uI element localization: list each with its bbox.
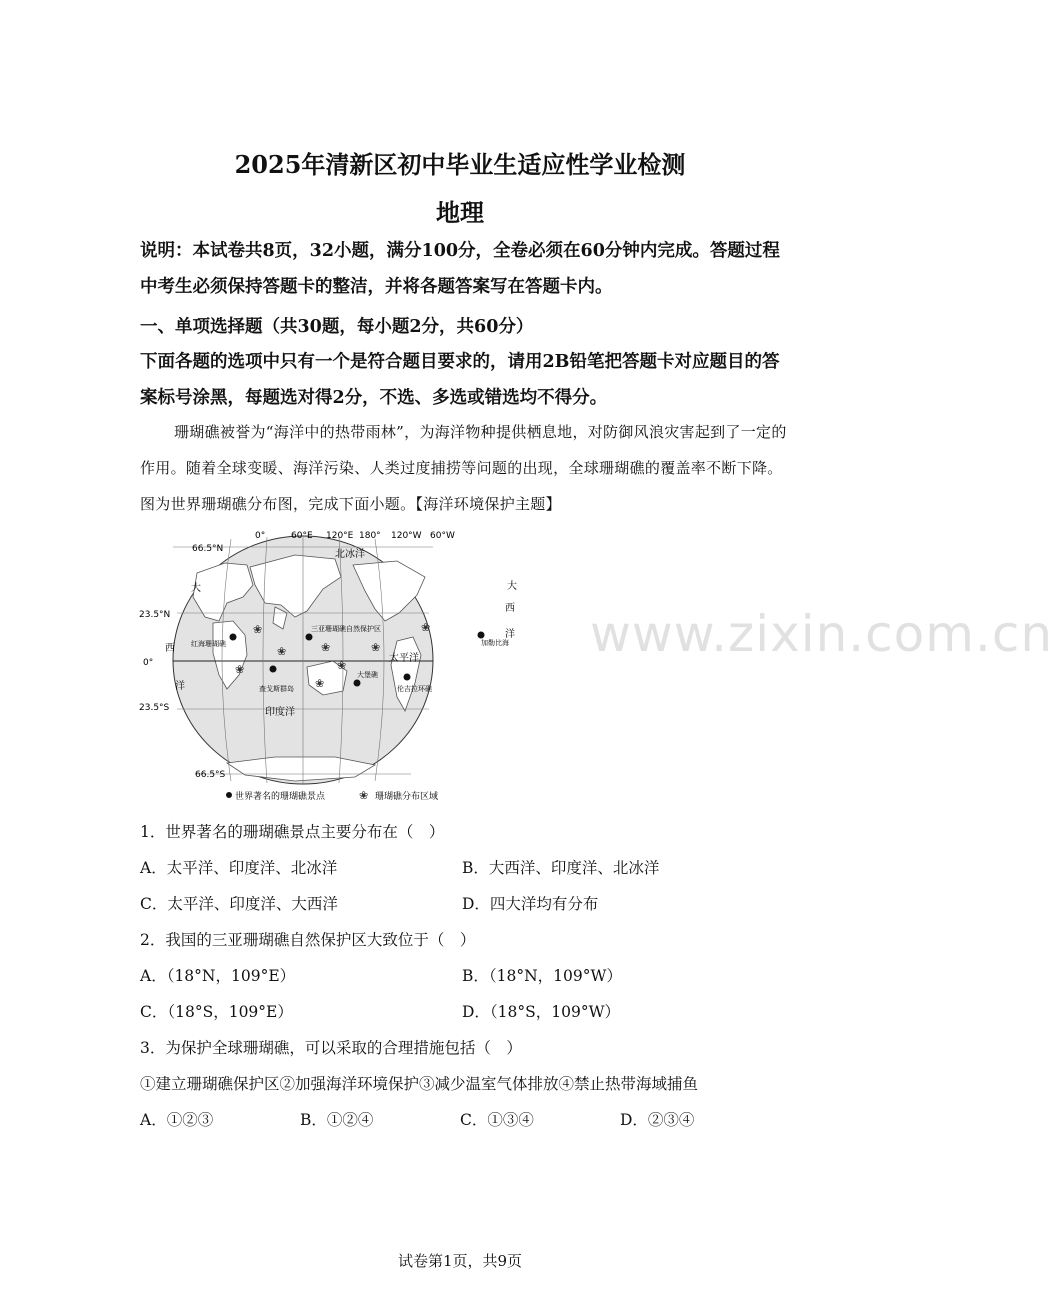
- ocean-label: 太平洋: [389, 653, 419, 664]
- reef-spot: [230, 634, 237, 641]
- reef-area-icon: ❀: [235, 663, 245, 676]
- question-3-items: ①建立珊瑚礁保护区②加强海洋环境保护③减少温室气体排放④禁止热带海域捕鱼: [140, 1075, 699, 1093]
- reef-spot: [478, 632, 485, 639]
- q2-option-a[interactable]: A．（18°N，109°E）: [140, 967, 296, 985]
- lat-label: 0°: [143, 658, 154, 668]
- reef-area-icon: ❀: [421, 621, 431, 634]
- q2-option-d[interactable]: D．（18°S，109°W）: [462, 1003, 621, 1021]
- legend-spot-label: 世界著名的珊瑚礁景点: [235, 792, 326, 802]
- reef-area-icon: ❀: [371, 641, 381, 654]
- reef-area-icon: ❀: [315, 677, 325, 690]
- ocean-label: 洋: [175, 681, 185, 692]
- reef-spot: [354, 680, 361, 687]
- passage-text: 珊瑚礁被誉为“海洋中的热带雨林”，为海洋物种提供栖息地，对防御风浪灾害起到了一定的作用。随着全球变暖、海洋污染、人类过度捕捞等问题的出现，全球珊瑚礁的覆盖率不断下降。图为世界珊瑚礁分布图，完成下面小题。【海洋环境保护主题】: [140, 423, 787, 513]
- lon-label: 180°: [359, 531, 381, 541]
- reef-label: 加勒比海: [481, 639, 509, 647]
- ocean-label: 大: [507, 581, 517, 592]
- lon-label: 120°W: [391, 531, 422, 541]
- q3-option-b[interactable]: B．①②④: [300, 1111, 374, 1129]
- ocean-label: 洋: [505, 629, 515, 640]
- reef-area-icon: ❀: [337, 659, 347, 672]
- section-directions: 下面各题的选项中只有一个是符合题目要求的，请用2B铅笔把答题卡对应题目的答案标号涂黑，每题选对得2分，不选、多选或错选均不得分。: [140, 352, 780, 408]
- lat-label: 66.5°N: [192, 544, 224, 554]
- reef-spot: [270, 666, 277, 673]
- exam-note: 说明：本试卷共8页，32小题，满分100分，全卷必须在60分钟内完成。答题过程中考生必须保持答题卡的整洁，并将各题答案写在答题卡内。: [140, 241, 780, 297]
- reef-area-icon: ❀: [321, 641, 331, 654]
- legend-spot-icon: [226, 792, 232, 798]
- reef-label: 查戈斯群岛: [259, 685, 294, 693]
- ocean-label: 大: [191, 583, 201, 594]
- question-3-stem: 3．为保护全球珊瑚礁，可以采取的合理措施包括（ ）: [140, 1039, 522, 1057]
- q1-option-b[interactable]: B．大西洋、印度洋、北冰洋: [462, 859, 660, 877]
- reef-spot: [306, 634, 313, 641]
- page-footer: 试卷第1页，共9页: [397, 1252, 523, 1270]
- lat-label: 23.5°N: [139, 610, 171, 620]
- exam-title: 2025年清新区初中毕业生适应性学业检测: [234, 150, 686, 179]
- reef-label: 三亚珊瑚礁自然保护区: [311, 625, 381, 633]
- q2-option-c[interactable]: C．（18°S，109°E）: [140, 1003, 293, 1021]
- question-2-stem: 2．我国的三亚珊瑚礁自然保护区大致位于（ ）: [140, 931, 476, 949]
- q3-option-d[interactable]: D．②③④: [620, 1111, 695, 1129]
- q3-option-a[interactable]: A．①②③: [140, 1111, 214, 1129]
- lat-label: 23.5°S: [139, 703, 170, 713]
- subject-title: 地理: [436, 198, 484, 227]
- section-heading: 一、单项选择题（共30题，每小题2分，共60分）: [140, 317, 534, 337]
- lat-label: 66.5°S: [195, 770, 226, 780]
- lon-label: 60°E: [291, 531, 313, 541]
- q1-option-c[interactable]: C．太平洋、印度洋、大西洋: [140, 895, 338, 913]
- lon-label: 60°W: [430, 531, 455, 541]
- reef-area-icon: ❀: [253, 623, 263, 636]
- reef-label: 伦吉拉环礁: [397, 685, 432, 693]
- legend-area-icon: ❀: [359, 789, 369, 802]
- ocean-label: 印度洋: [265, 707, 295, 718]
- reef-spot: [404, 674, 411, 681]
- coral-reef-map: [135, 525, 517, 805]
- reef-label: 大堡礁: [357, 671, 378, 679]
- reef-area-icon: ❀: [277, 645, 287, 658]
- q1-option-a[interactable]: A．太平洋、印度洋、北冰洋: [140, 859, 338, 877]
- ocean-label: 北冰洋: [335, 549, 365, 560]
- lon-label: 0°: [255, 531, 266, 541]
- reading-passage: [140, 414, 790, 522]
- q3-option-c[interactable]: C．①③④: [460, 1111, 534, 1129]
- q2-option-b[interactable]: B．（18°N，109°W）: [462, 967, 622, 985]
- lon-label: 120°E: [326, 531, 354, 541]
- watermark: www.zixin.com.cn: [590, 605, 1053, 663]
- q1-option-d[interactable]: D．四大洋均有分布: [462, 895, 599, 913]
- ocean-label: 西: [165, 643, 175, 654]
- question-1-stem: 1．世界著名的珊瑚礁景点主要分布在（ ）: [140, 823, 445, 841]
- reef-label: 红海珊瑚礁: [191, 640, 226, 648]
- ocean-label: 西: [505, 603, 515, 614]
- legend-area-label: 珊瑚礁分布区域: [375, 792, 439, 802]
